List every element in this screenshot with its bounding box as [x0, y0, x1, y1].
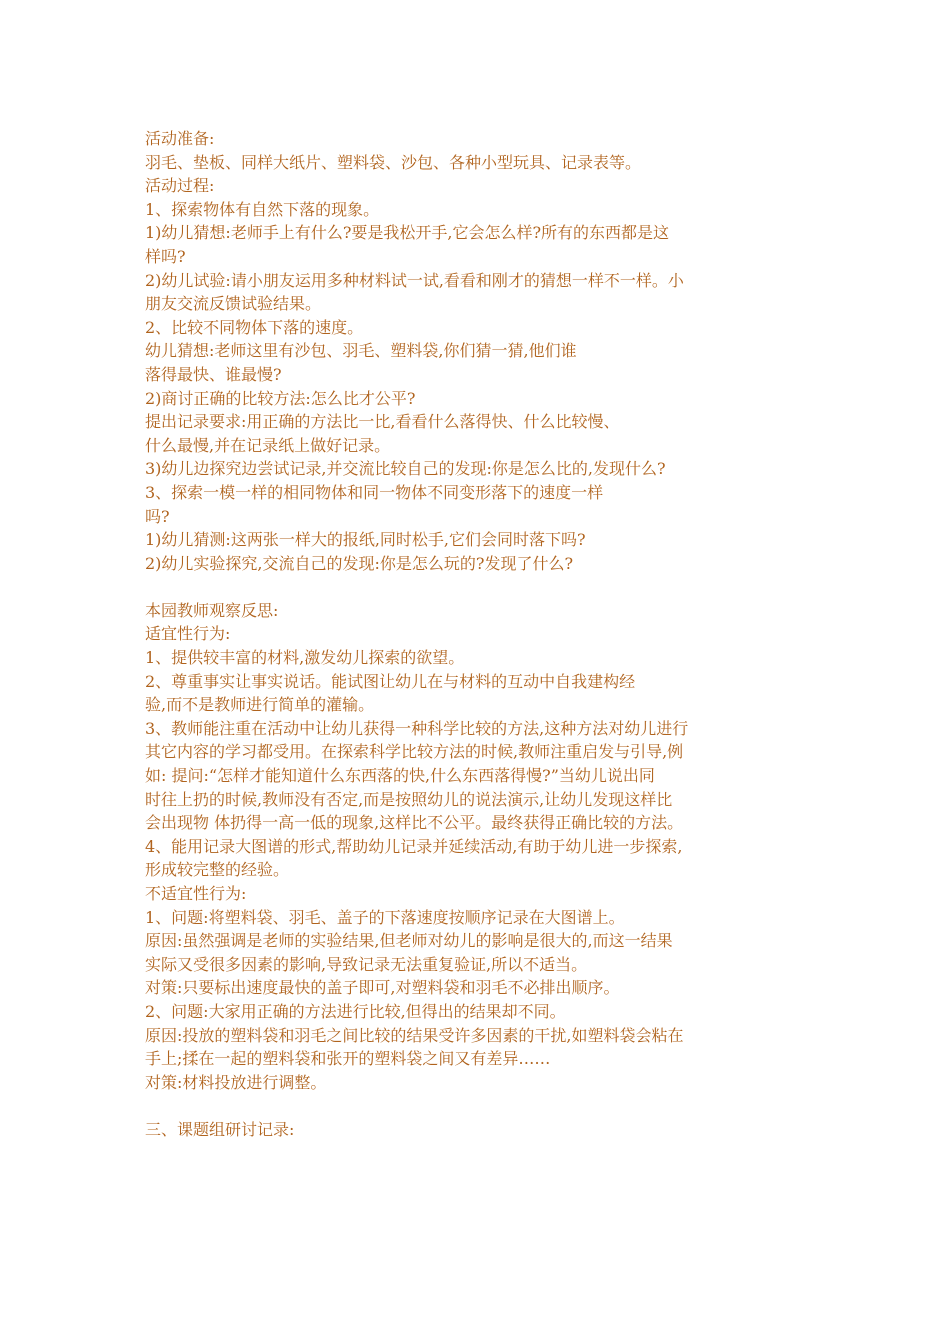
section-activity-process	[145, 127, 825, 575]
text-line: 吗?	[145, 506, 170, 526]
text-line: 时往上扔的时候,教师没有否定,而是按照幼儿的说法演示,让幼儿发现这样比	[145, 789, 673, 809]
text-line: 对策:只要标出速度最快的盖子即可,对塑料袋和羽毛不必排出顺序。	[145, 978, 620, 998]
paragraph-gap	[145, 575, 825, 599]
text-line: 什么最慢,并在记录纸上做好记录。	[145, 435, 391, 455]
text-line: 适宜性行为:	[145, 624, 231, 644]
text-line: 活动准备:	[145, 129, 215, 148]
text-line: 如: 提问:“怎样才能知道什么东西落的快,什么东西落得慢?”当幼儿说出同	[145, 766, 655, 786]
text-line: 落得最快、谁最慢?	[145, 364, 282, 384]
text-line: 1)幼儿猜测:这两张一样大的报纸,同时松手,它们会同时落下吗?	[145, 530, 586, 550]
text-line: 3、探索一模一样的相同物体和同一物体不同变形落下的速度一样	[145, 482, 604, 502]
text-line: 朋友交流反馈试验结果。	[145, 294, 322, 314]
text-line: 2、比较不同物体下落的速度。	[145, 317, 364, 337]
text-line: 不适宜性行为:	[145, 884, 247, 903]
text-line: 三、课题组研讨记录:	[145, 1119, 295, 1139]
text-line: 验,而不是教师进行简单的灌输。	[145, 695, 375, 715]
section-teacher-reflection	[145, 599, 825, 1094]
text-line: 2、问题:大家用正确的方法进行比较,但得出的结果却不同。	[145, 1001, 566, 1021]
text-line: 幼儿猜想:老师这里有沙包、羽毛、塑料袋,你们猜一猜,他们谁	[145, 341, 577, 361]
text-line: 对策:材料投放进行调整。	[145, 1072, 327, 1092]
text-line: 1、提供较丰富的材料,激发幼儿探索的欲望。	[145, 648, 465, 668]
text-line: 样吗?	[145, 246, 186, 266]
text-line: 2)幼儿试验:请小朋友运用多种材料试一试,看看和刚才的猜想一样不一样。小	[145, 270, 684, 290]
paragraph-gap	[145, 1094, 825, 1118]
text-line: 提出记录要求:用正确的方法比一比,看看什么落得快、什么比较慢、	[145, 412, 620, 432]
text-line: 2)商讨正确的比较方法:怎么比才公平?	[145, 388, 416, 408]
text-line: 原因:投放的塑料袋和羽毛之间比较的结果受许多因素的干扰,如塑料袋会粘在	[145, 1025, 684, 1045]
text-line: 原因:虽然强调是老师的实验结果,但老师对幼儿的影响是很大的,而这一结果	[145, 931, 673, 951]
text-line: 羽毛、垫板、同样大纸片、塑料袋、沙包、各种小型玩具、记录表等。	[145, 152, 642, 172]
section-group-discussion	[145, 1118, 825, 1142]
text-line: 本园教师观察反思:	[145, 600, 279, 620]
text-line: 1、探索物体有自然下落的现象。	[145, 199, 380, 219]
text-line: 2)幼儿实验探究,交流自己的发现:你是怎么玩的?发现了什么?	[145, 553, 574, 573]
text-line: 3)幼儿边探究边尝试记录,并交流比较自己的发现:你是怎么比的,发现什么?	[145, 459, 666, 479]
text-line: 3、教师能注重在活动中让幼儿获得一种科学比较的方法,这种方法对幼儿进行	[145, 718, 689, 738]
text-line: 1、问题:将塑料袋、羽毛、盖子的下落速度按顺序记录在大图谱上。	[145, 907, 625, 927]
text-line: 4、能用记录大图谱的形式,帮助幼儿记录并延续活动,有助于幼儿进一步探索,	[145, 836, 683, 856]
text-line: 会出现物 体扔得一高一低的现象,这样比不公平。最终获得正确比较的方法。	[145, 813, 684, 833]
text-line: 实际又受很多因素的影响,导致记录无法重复验证,所以不适当。	[145, 954, 588, 974]
text-line: 形成较完整的经验。	[145, 860, 290, 880]
text-line: 2、尊重事实让事实说话。能试图让幼儿在与材料的互动中自我建构经	[145, 671, 636, 691]
document-body	[145, 127, 825, 1142]
text-line: 活动过程:	[145, 176, 215, 196]
text-line: 其它内容的学习都受用。在探索科学比较方法的时候,教师注重启发与引导,例	[145, 742, 684, 762]
text-line: 1)幼儿猜想:老师手上有什么?要是我松开手,它会怎么样?所有的东西都是这	[145, 223, 670, 243]
text-line: 手上;揉在一起的塑料袋和张开的塑料袋之间又有差异……	[145, 1049, 551, 1069]
